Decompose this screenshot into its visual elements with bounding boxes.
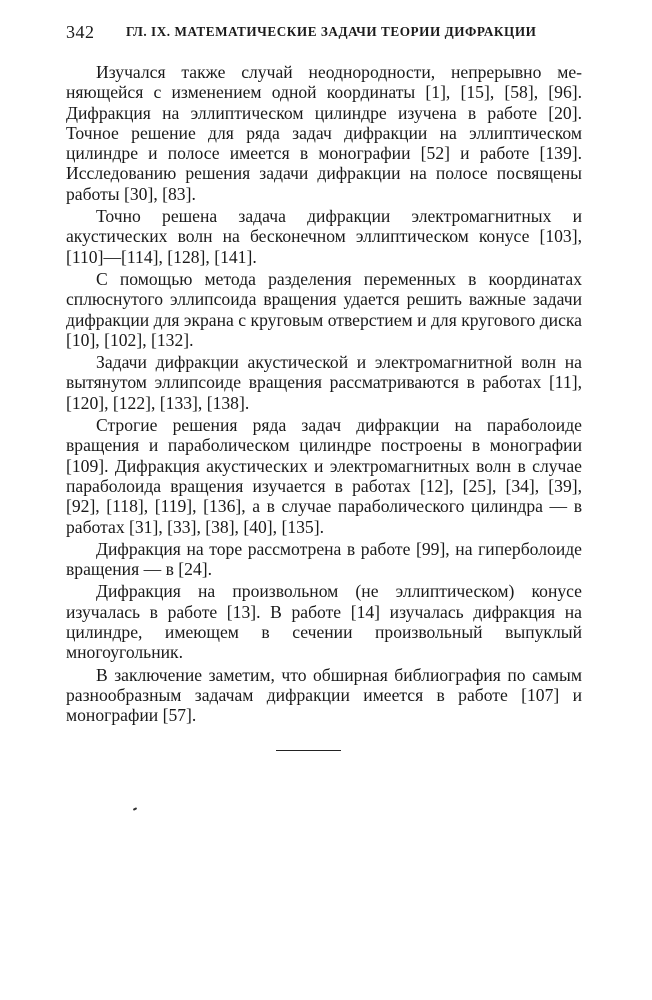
print-speck — [133, 807, 137, 811]
paragraph-oblate-spheroid: С помощью метода разделения переменных в координатах сплюснутого эллипсоида вращения удается решить важные задачи дифракции для экрана с круговым отверстием и для кругового диска [10], [102], [132]. — [66, 268, 582, 350]
paragraph-torus: Дифракция на торе рассмотрена в работе [99], на гиперболоиде вращения — в [24]. — [66, 538, 582, 580]
chapter-title: ГЛ. IX. МАТЕМАТИЧЕСКИЕ ЗАДАЧИ ТЕОРИИ ДИФРАКЦИИ — [126, 24, 537, 39]
section-end-rule — [276, 750, 341, 751]
paragraph-prolate-spheroid: Задачи дифракции акустической и электромагнитной волн на вытянутом эллипсоиде вращения рассматриваются в работах [11], [120], [122], [133], [138]. — [66, 352, 582, 413]
paragraph-paraboloid: Строгие решения ряда задач дифракции на параболоиде вращения и параболическом цилиндре построены в монографии [109]. Дифракция акустических и электромагнитных волн в случае параболоида вращения изучается в работах [12], [25], [34], [39], [92], [118], [119], [136], а в случае параболического цилиндра — в работах [31], [33], [38], [40], [135]. — [66, 415, 582, 537]
paragraph-elliptic-cone: Точно решена задача дифракции электромагнитных и акустических волн на бесконечном эллиптическом конусе [103], [110]—[114], [128], [141]. — [66, 206, 582, 267]
page-number: 342 — [66, 22, 95, 42]
paragraph-conclusion: В заключение заметим, что обширная библиография по самым разнообразным задачам дифракции имеется в работе [107] и монографии [57]. — [66, 664, 582, 726]
paragraph-elliptic-cylinder: Изучался также случай неоднородности, непрерывно меняющейся с изменением одной координаты [1], [15], [58], [96]. Дифракция на эллиптическом цилиндре изучена в работе [20]. Точное решение для ряда задач дифракции на эллиптическом цилиндре и полосе имеется в монографии [52] и работе [139]. Исследованию решения задачи дифракции на полосе посвящены работы [30], [83]. — [66, 62, 582, 204]
running-head — [66, 20, 586, 44]
paragraph-arbitrary-cone: Дифракция на произвольном (не эллиптическом) конусе изучалась в работе [13]. В работе [14] изучалась дифракция на цилиндре, имеющем в сечении произвольный выпуклый многоугольник. — [66, 581, 582, 663]
body-text — [66, 62, 582, 726]
